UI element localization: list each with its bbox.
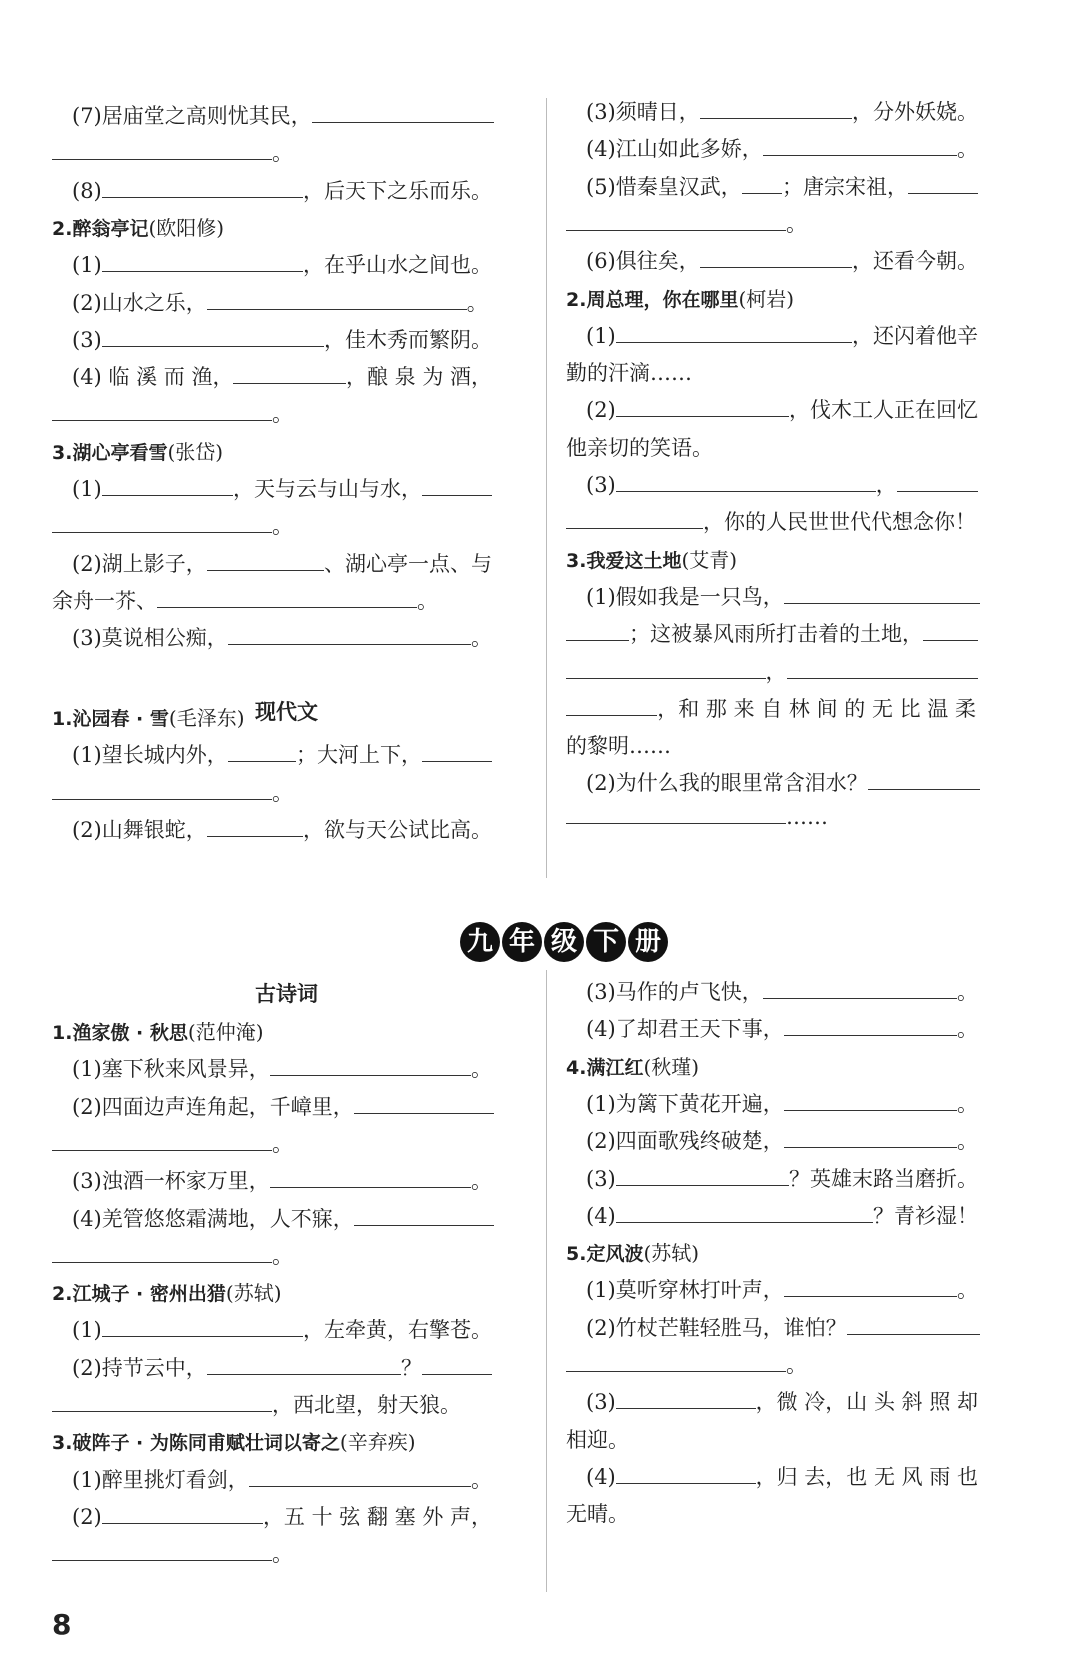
poem-title: 3.湖心亭看雪: [52, 441, 168, 464]
line-text: 。: [957, 1129, 978, 1154]
poem-author: (辛弃疾): [339, 1430, 416, 1455]
answer-blank[interactable]: [270, 1169, 471, 1188]
line-text: 。: [417, 588, 438, 613]
line-text: (3)马作的卢飞快，: [586, 980, 763, 1004]
line-text: 他亲切的笑语。: [566, 435, 713, 460]
line-text: 余舟一芥、: [52, 588, 157, 613]
fill-in-line: [586, 1312, 980, 1342]
fill-in-line: [586, 976, 978, 1006]
fill-in-line: [72, 1203, 494, 1233]
answer-blank[interactable]: [102, 1505, 263, 1524]
poem-title: 2.江城子 · 密州出猎: [52, 1283, 226, 1306]
line-text: (2): [586, 398, 616, 423]
line-text: 。: [272, 1243, 293, 1268]
banner-char: 九: [460, 922, 500, 962]
line-text: 。: [471, 626, 492, 651]
line-text: (4)了却君王天下事，: [586, 1017, 784, 1042]
line-text: 。: [957, 1017, 978, 1042]
line-text: ，酿 泉 为 酒，: [345, 365, 492, 390]
line-text: 无晴。: [566, 1502, 629, 1527]
line-text: (4) 临 溪 而 渔，: [72, 365, 234, 390]
line-text: (2)湖上影子，: [72, 551, 207, 576]
fill-in-line: [586, 1088, 978, 1118]
line-text: ，分外妖娆。: [852, 100, 978, 124]
line-text: (3)莫说相公痴，: [72, 626, 228, 651]
line-text: (7)居庙堂之高则忧其民，: [72, 104, 312, 128]
column-divider-top: [546, 98, 547, 878]
line-text: (5)惜秦皇汉武，: [586, 174, 742, 199]
line-text: ，你的人民世世代代想念你！: [703, 510, 976, 535]
answer-blank[interactable]: [616, 1465, 756, 1484]
line-text: 。: [471, 1169, 492, 1194]
poem-author: (张岱): [167, 439, 224, 464]
fill-in-line: [72, 1464, 492, 1494]
line-text: (1)莫听穿林打叶声，: [586, 1278, 784, 1303]
poem-author: (柯岩): [738, 286, 795, 311]
line-text: 相迎。: [566, 1427, 629, 1452]
fill-in-line: [72, 1314, 492, 1344]
line-text: ，还闪着他辛: [852, 323, 978, 348]
line-text: (3): [586, 473, 616, 497]
line-text: (3)浊酒一杯家万里，: [72, 1169, 270, 1194]
poem-title: 4.满江红: [566, 1056, 644, 1079]
fill-in-line: [586, 1013, 978, 1043]
line-text: 。: [471, 1057, 492, 1082]
line-text: (8): [72, 178, 102, 203]
poem-heading: [52, 1277, 282, 1306]
answer-blank[interactable]: [52, 1542, 272, 1561]
line-text: (2)竹杖芒鞋轻胜马，谁怕？: [586, 1315, 847, 1340]
poem-heading: [566, 1237, 699, 1266]
line-text: ，微 冷，山 头 斜 照 却: [755, 1390, 979, 1415]
line-text: (1): [72, 253, 102, 278]
poem-heading: [52, 1016, 264, 1045]
line-text: ，归 去，也 无 风 雨 也: [755, 1464, 979, 1489]
poem-author: (秋瑾): [643, 1054, 700, 1079]
banner-char: 级: [544, 922, 584, 962]
line-text: ；唐宗宋祖，: [782, 174, 908, 199]
answer-blank[interactable]: [566, 1353, 786, 1372]
fill-in-line: [52, 1389, 461, 1419]
line-text: (3)须晴日，: [586, 100, 700, 124]
line-text: 。: [272, 780, 293, 805]
line-text: ，天与云与山与水，: [233, 477, 422, 501]
answer-blank[interactable]: [422, 1356, 492, 1375]
poem-title: 2.醉翁亭记: [52, 217, 149, 240]
poem-author: (范仲淹): [187, 1020, 264, 1044]
section-title-modern: 现代文: [255, 700, 318, 724]
line-text: (6)俱往矣，: [586, 249, 700, 274]
fill-in-line: [586, 1386, 978, 1416]
answer-blank[interactable]: [270, 1057, 471, 1076]
line-text: (4)江山如此多娇，: [586, 137, 763, 162]
answer-blank[interactable]: [249, 1468, 471, 1487]
line-text: ？: [401, 1355, 422, 1380]
poem-author: (欧阳修): [148, 215, 225, 240]
line-text: 、湖心亭一点、与: [324, 551, 492, 576]
line-text: ；大河上下，: [296, 743, 422, 768]
line-text: 。: [471, 1467, 492, 1492]
banner-char: 年: [502, 922, 542, 962]
line-text: ，佳木秀而繁阴。: [324, 327, 492, 352]
fill-in-line: [52, 1240, 293, 1270]
line-text: 。: [957, 1091, 978, 1116]
answer-blank[interactable]: [52, 1244, 272, 1263]
fill-in-line: [586, 1163, 978, 1193]
fill-in-line: [586, 1274, 978, 1304]
poem-title: 2.周总理，你在哪里: [566, 288, 739, 311]
line-text: ，还看今朝。: [852, 249, 978, 274]
line-text: (2)山舞银蛇，: [72, 817, 207, 842]
poem-title: 3.我爱这土地: [566, 549, 682, 572]
line-text: ，左牵黄，右擎苍。: [303, 1318, 492, 1343]
line-text: ；这被暴风雨所打击着的土地，: [629, 622, 923, 647]
answer-blank[interactable]: [784, 1092, 957, 1111]
fill-in-line: [586, 1125, 978, 1155]
banner-char: 下: [586, 922, 626, 962]
line-text: (4)羌管悠悠霜满地，人不寐，: [72, 1206, 354, 1231]
column-divider-bottom: [546, 970, 547, 1592]
line-text: (1)望长城内外，: [72, 743, 228, 768]
fill-in-line: [586, 1461, 978, 1491]
answer-blank[interactable]: [354, 1095, 494, 1114]
answer-blank[interactable]: [616, 1167, 789, 1186]
banner-char: 册: [628, 922, 668, 962]
fill-in-line: [566, 1424, 629, 1454]
poem-title: 1.渔家傲 · 秋思: [52, 1022, 188, 1044]
fill-in-line: [72, 1352, 492, 1382]
answer-blank[interactable]: [616, 1204, 873, 1223]
line-text: ……: [786, 804, 828, 829]
line-text: (2)山水之乐，: [72, 290, 207, 315]
answer-blank[interactable]: [52, 1393, 272, 1412]
fill-in-line: [566, 1498, 629, 1528]
line-text: 。: [786, 1353, 807, 1377]
line-text: ，: [765, 659, 787, 684]
line-text: 。: [272, 141, 293, 166]
bottom-left-column: [52, 0, 527, 1600]
line-text: 。: [466, 290, 488, 315]
line-text: (2)持节云中，: [72, 1355, 207, 1380]
poem-author: (艾青): [681, 547, 738, 572]
page-number: 8: [52, 1608, 72, 1641]
fill-in-line: [72, 1165, 492, 1195]
line-text: (1)醉里挑灯看剑，: [72, 1467, 249, 1492]
poem-title: 1.沁园春 · 雪: [52, 708, 169, 730]
line-text: (2): [72, 1504, 102, 1529]
line-text: 。: [272, 514, 293, 539]
line-text: ，和 那 来 自 林 间 的 无 比 温 柔: [657, 696, 976, 721]
line-text: 。: [957, 137, 978, 162]
line-text: (3): [72, 327, 102, 352]
poem-heading: [566, 1051, 699, 1080]
line-text: (1)假如我是一只鸟，: [586, 584, 784, 609]
bottom-right-column: [566, 0, 1044, 1600]
poem-author: (苏轼): [643, 1241, 700, 1266]
fill-in-line: [52, 1538, 293, 1568]
answer-blank[interactable]: [784, 1278, 957, 1297]
answer-blank[interactable]: [784, 1017, 957, 1036]
line-text: ？青衫湿！: [873, 1203, 978, 1228]
line-text: 。: [272, 1131, 293, 1156]
line-text: (4): [586, 1203, 616, 1228]
line-text: (1)塞下秋来风景异，: [72, 1057, 270, 1082]
line-text: 勤的汗滴……: [566, 361, 692, 386]
fill-in-line: [586, 1200, 978, 1230]
line-text: ，在乎山水之间也。: [303, 253, 492, 278]
line-text: 。: [272, 1542, 293, 1567]
line-text: (3): [586, 1166, 616, 1191]
poem-title: 3.破阵子 · 为陈同甫赋壮词以寄之: [52, 1432, 340, 1455]
line-text: (3): [586, 1390, 616, 1415]
line-text: 。: [786, 211, 807, 236]
section-title-poetry: 古诗词: [255, 982, 318, 1006]
line-text: ？英雄末路当磨折。: [789, 1166, 978, 1191]
answer-blank[interactable]: [616, 1390, 756, 1409]
line-text: 的黎明……: [566, 734, 671, 759]
line-text: 。: [272, 402, 293, 427]
line-text: ，后天下之乐而乐。: [303, 178, 492, 203]
line-text: ，: [875, 473, 897, 497]
line-text: ，伐木工人正在回忆: [789, 398, 978, 423]
line-text: (2)四面边声连角起，千嶂里，: [72, 1094, 354, 1119]
answer-blank[interactable]: [763, 980, 957, 999]
line-text: ，西北望，射天狼。: [272, 1393, 461, 1417]
answer-blank[interactable]: [354, 1207, 494, 1226]
line-text: (2)四面歌残终破楚，: [586, 1129, 784, 1154]
poem-title: 5.定风波: [566, 1243, 644, 1266]
fill-in-line: [72, 1501, 492, 1531]
line-text: ，五 十 弦 翻 塞 外 声，: [262, 1504, 492, 1529]
answer-blank[interactable]: [52, 1132, 272, 1151]
line-text: (1): [72, 477, 102, 501]
poem-author: (毛泽东): [168, 706, 245, 730]
answer-blank[interactable]: [207, 1356, 401, 1375]
answer-blank[interactable]: [847, 1316, 980, 1335]
answer-blank[interactable]: [102, 1318, 303, 1337]
line-text: ，欲与天公试比高。: [303, 817, 492, 842]
fill-in-line: [52, 1128, 293, 1158]
line-text: (1): [72, 1318, 102, 1343]
poem-author: (苏轼): [225, 1281, 282, 1306]
answer-blank[interactable]: [784, 1129, 957, 1148]
line-text: 。: [957, 980, 978, 1004]
poem-heading: [52, 1426, 416, 1455]
fill-in-line: [72, 1053, 492, 1083]
line-text: (2)为什么我的眼里常含泪水？: [586, 771, 868, 796]
line-text: (1)为篱下黄花开遍，: [586, 1091, 784, 1116]
line-text: (1): [586, 323, 616, 348]
fill-in-line: [72, 1091, 494, 1121]
fill-in-line: [566, 1349, 807, 1379]
line-text: (4): [586, 1464, 616, 1489]
line-text: 。: [957, 1278, 978, 1303]
